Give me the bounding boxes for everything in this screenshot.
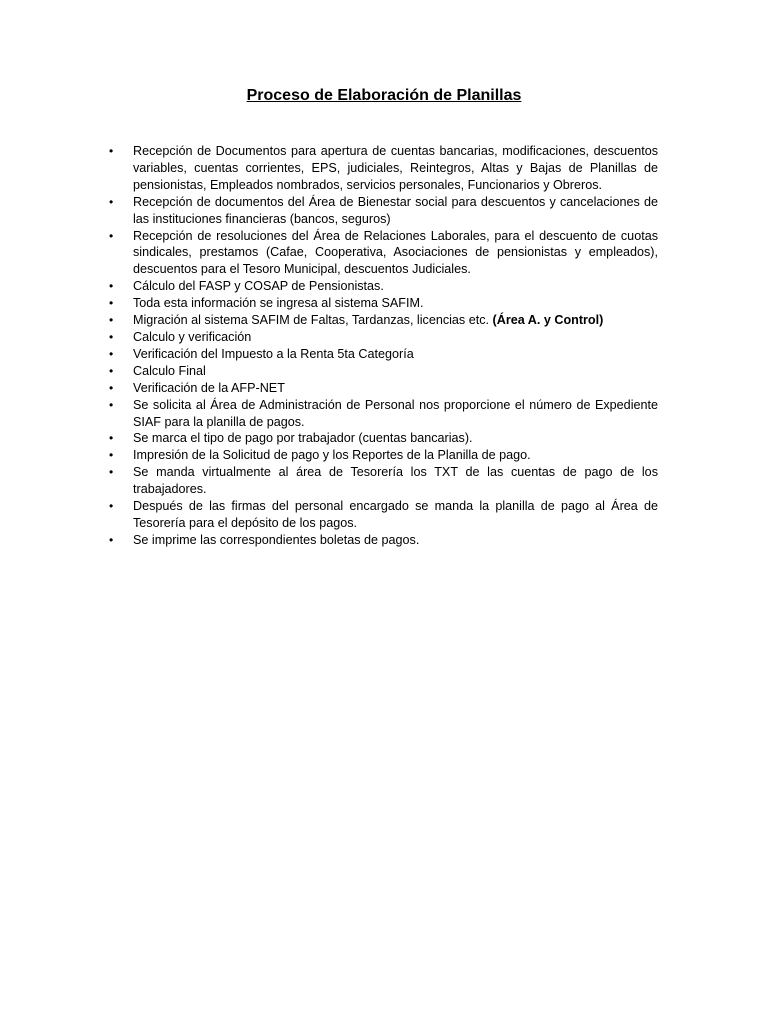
- list-item-text: Cálculo del FASP y COSAP de Pensionistas.: [133, 279, 384, 294]
- list-item: [108, 278, 658, 295]
- bullet-icon: •: [109, 448, 114, 463]
- list-item-text: Después de las firmas del personal encargado se manda la planilla de pago al Área de Tesorería para el depósito de los pagos.: [133, 499, 658, 530]
- bullet-icon: •: [109, 313, 114, 328]
- list-item: [108, 346, 658, 363]
- list-item-text: Calculo Final: [133, 363, 206, 378]
- list-item: [108, 363, 658, 380]
- list-item-text: Se imprime las correspondientes boletas de pagos.: [133, 532, 420, 547]
- list-item: [108, 329, 658, 346]
- list-item: [108, 380, 658, 397]
- list-item-text: Impresión de la Solicitud de pago y los Reportes de la Planilla de pago.: [133, 448, 531, 463]
- list-item-text: Recepción de documentos del Área de Bienestar social para descuentos y cancelaciones de las instituciones financieras (bancos, seguros): [133, 194, 658, 226]
- list-item-text: Toda esta información se ingresa al sistema SAFIM.: [133, 296, 424, 311]
- bullet-icon: •: [109, 363, 114, 378]
- page-title: Proceso de Elaboración de Planillas: [246, 87, 522, 104]
- list-item: [108, 464, 658, 498]
- bullet-icon: •: [109, 144, 114, 158]
- list-item: [108, 143, 658, 194]
- list-item: [108, 447, 658, 464]
- list-item: [108, 498, 658, 532]
- list-item: [108, 295, 658, 312]
- bullet-icon: •: [109, 194, 114, 209]
- bullet-icon: •: [109, 397, 114, 412]
- bullet-icon: •: [109, 346, 114, 361]
- list-item-text: Migración al sistema SAFIM de Faltas, Tardanzas, licencias etc.: [133, 313, 490, 328]
- list-item-text: Se manda virtualmente al área de Tesorería los TXT de las cuentas de pago de los trabajadores.: [133, 465, 658, 497]
- bullet-icon: •: [109, 532, 114, 547]
- list-item-text: Se solicita al Área de Administración de Personal nos proporcione el número de Expediente SIAF para la planilla de pagos.: [133, 397, 658, 429]
- bullet-icon: •: [109, 329, 114, 344]
- list-item-text: Se marca el tipo de pago por trabajador (cuentas bancarias).: [133, 431, 473, 446]
- list-item-text: Recepción de resoluciones del Área de Relaciones Laborales, para el descuento de cuotas sindicales, prestamos (Cafae, Cooperativa, Asociaciones de pensionistas y empleados), descuentos para el Tesoro Municipal, descuentos Judiciales.: [133, 228, 658, 277]
- list-item: [108, 312, 658, 329]
- bullet-icon: •: [109, 279, 114, 294]
- process-list: [108, 143, 658, 549]
- bullet-icon: •: [109, 296, 114, 311]
- bullet-icon: •: [109, 499, 114, 514]
- list-item: [108, 430, 658, 447]
- list-item-text: Verificación del Impuesto a la Renta 5ta Categoría: [133, 346, 414, 361]
- list-item: [108, 194, 658, 228]
- list-item: [108, 228, 658, 279]
- list-item-text: Recepción de Documentos para apertura de cuentas bancarias, modificaciones, descuentos variables, cuentas corrientes, EPS, judiciales, Reintegros, Altas y Bajas de Planillas de pensionistas, Empleados nombrados, servicios personales, Funcionarios y Obreros.: [133, 144, 658, 192]
- list-item-bold-note: (Área A. y Control): [492, 313, 604, 328]
- bullet-icon: •: [109, 431, 114, 446]
- list-item: [108, 397, 658, 431]
- bullet-icon: •: [109, 465, 114, 480]
- bullet-icon: •: [109, 228, 114, 243]
- list-item: [108, 532, 658, 549]
- list-item-text: Verificación de la AFP-NET: [133, 380, 285, 395]
- list-item-text: Calculo y verificación: [133, 329, 252, 344]
- bullet-icon: •: [109, 380, 114, 395]
